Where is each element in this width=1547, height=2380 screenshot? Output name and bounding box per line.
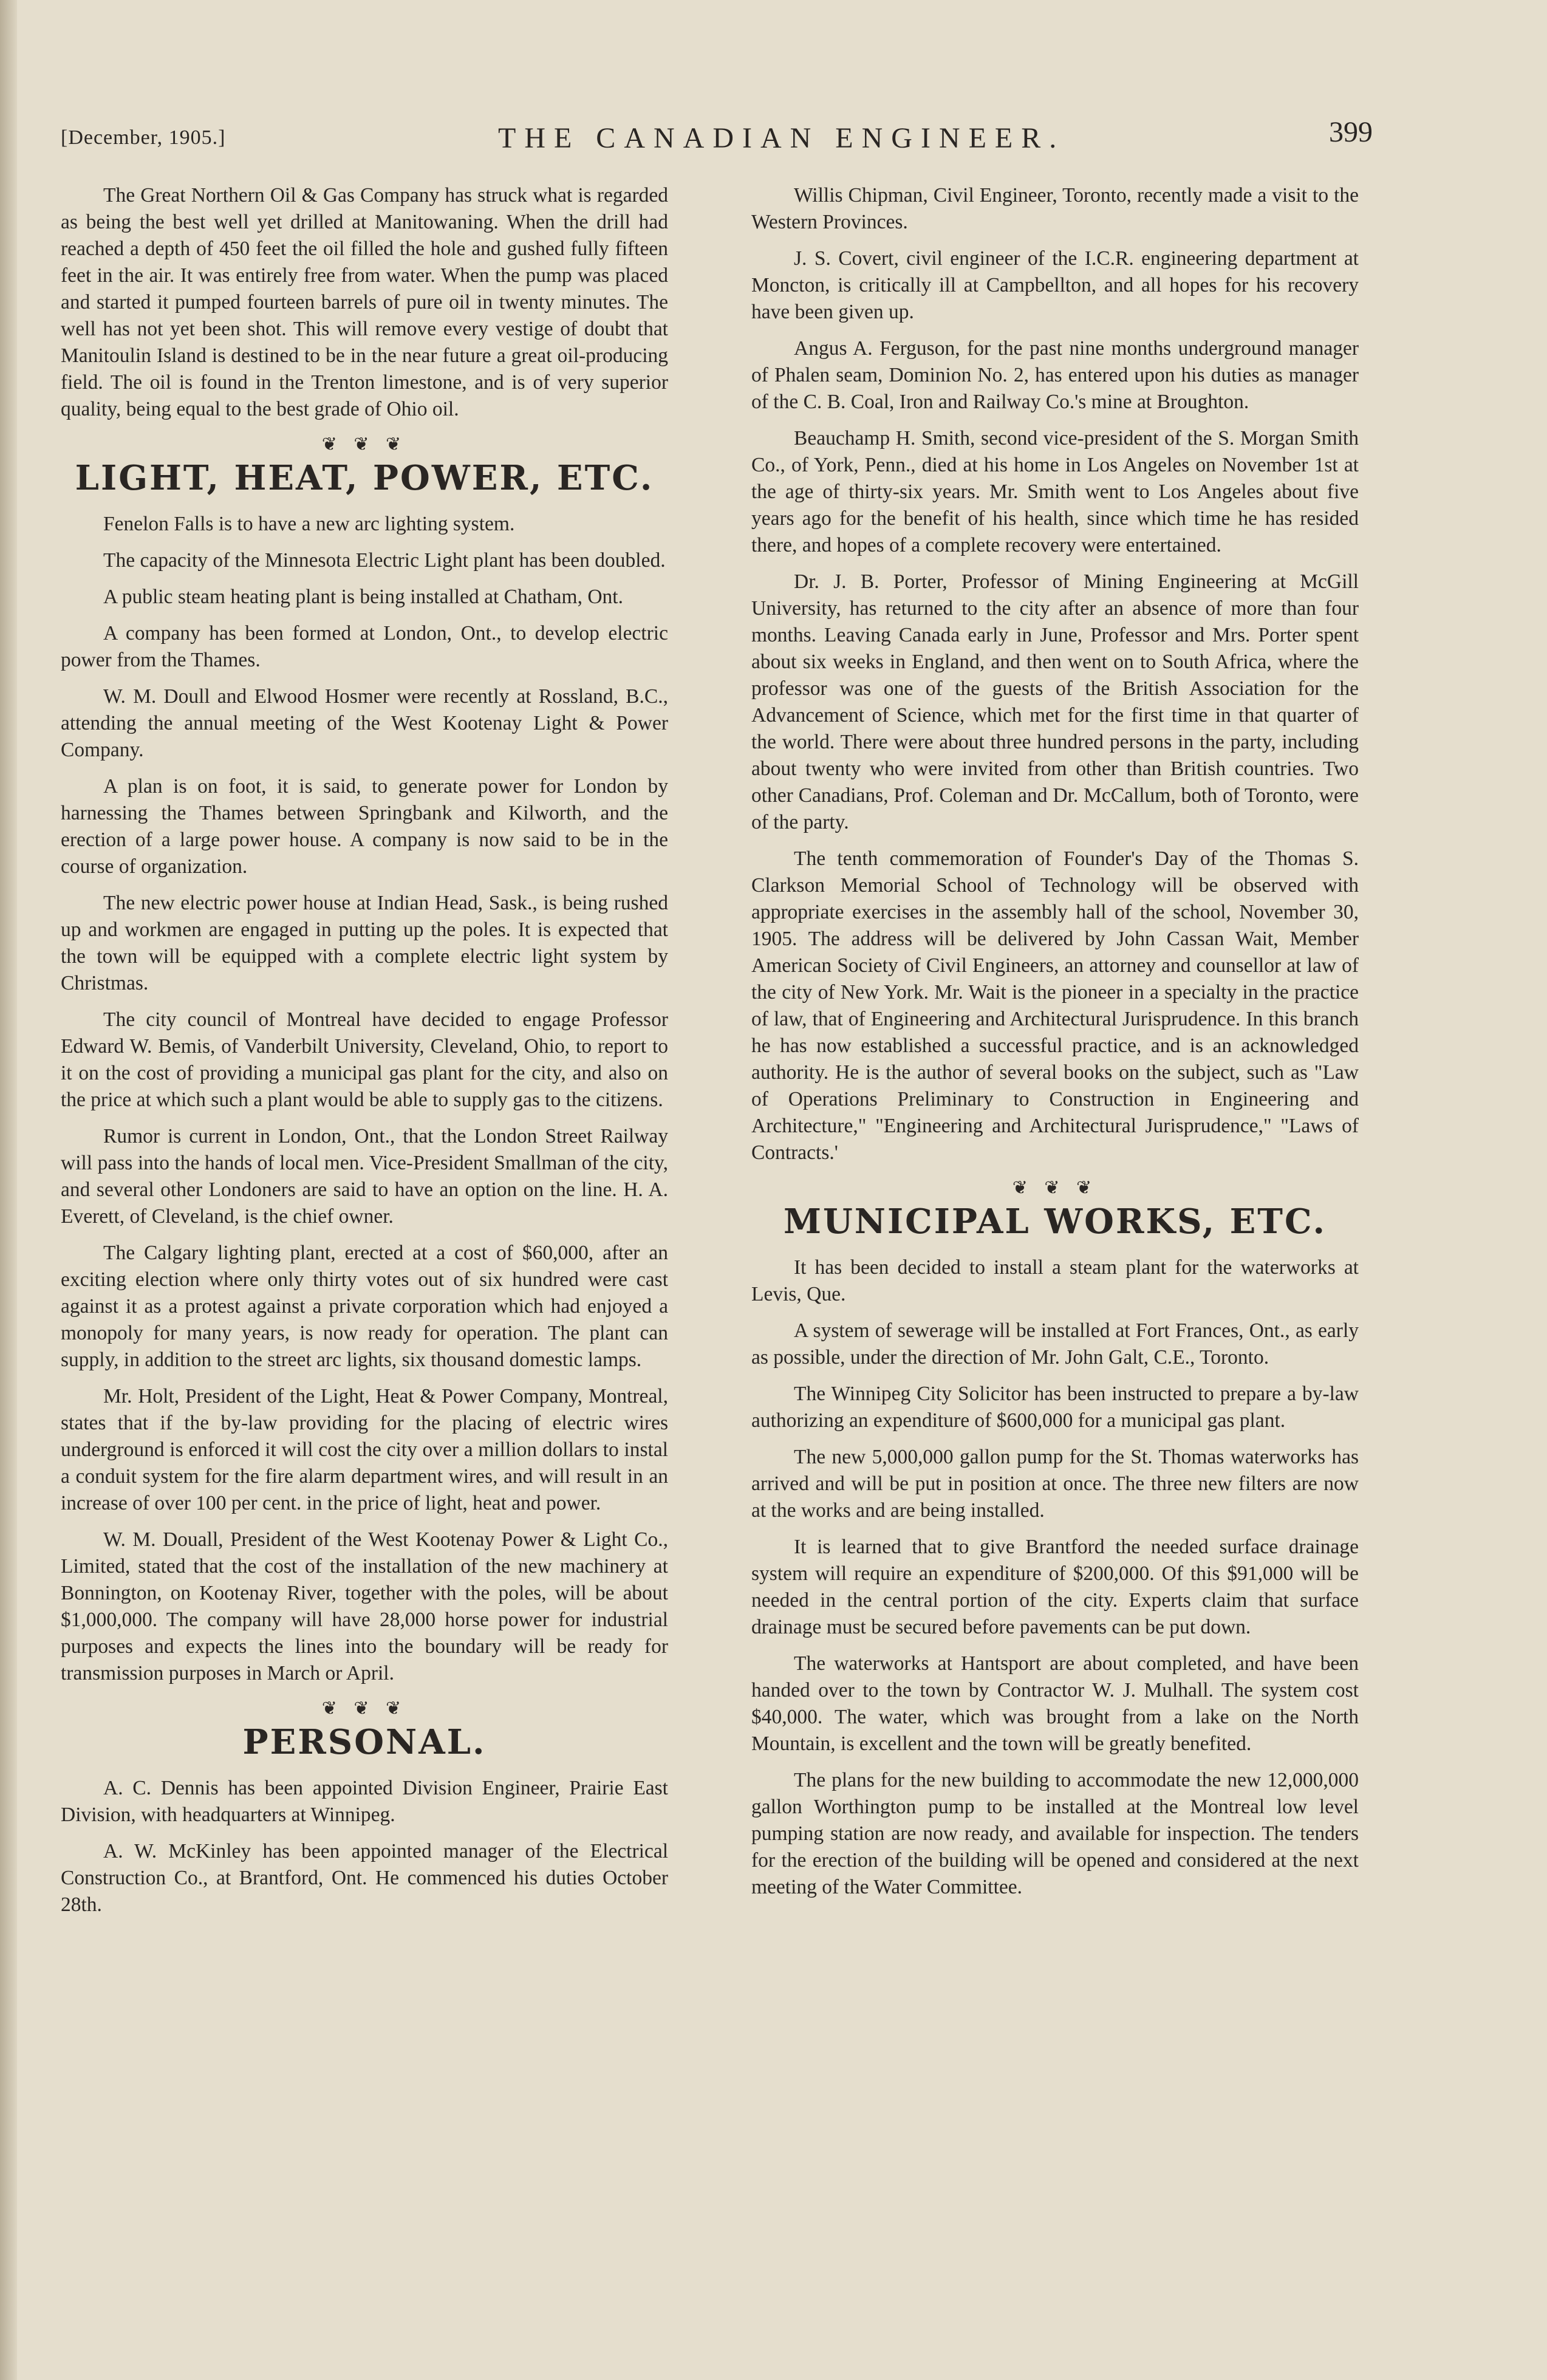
oil-article — [61, 182, 668, 423]
section-heading-personal: PERSONAL. — [242, 1722, 487, 1762]
personal-section-continued — [751, 182, 1359, 1166]
news-item: A system of sewerage will be installed at Fort Frances, Ont., as early as possible, under the direction of Mr. John Galt, C.E., Toronto. — [751, 1319, 1359, 1369]
news-item: The tenth commemoration of Founder's Day of the Thomas S. Clarkson Memorial School of Technology will be observed with appropriate exercises in the assembly hall of the school, November 30, 1905. The address will be delivered by John Cassan Wait, Member American Society of Civil Engineers, an attorney and counsellor at law of the city of New York. Mr. Wait is the pioneer in a specialty in the practice of law, that of Engineering and Architectural Jurisprudence. In this branch he has now established a successful practice, and is an acknowledged authority. He is the author of several books on the subject, such as "Law of Operations Preliminary to Construction in Engineering and Architecture," "Engineering and Architectural Jurisprudence," "Laws of Contracts.' — [751, 847, 1359, 1164]
news-item: The city council of Montreal have decided to engage Professor Edward W. Bemis, of Vanderbilt University, Cleveland, Ohio, to report to it on the cost of providing a municipal gas plant for the city, and also on the price at which such a plant would be able to supply gas to the citizens. — [61, 1008, 668, 1111]
municipal-works-section — [751, 1254, 1359, 1901]
news-item: The new electric power house at Indian Head, Sask., is being rushed up and workmen are engaged in putting up the poles. It is expected that the town will be equipped with a complete electric light system by Christmas. — [61, 892, 668, 994]
right-column — [751, 182, 1359, 1910]
left-column — [61, 182, 668, 1928]
page-header — [61, 115, 1415, 158]
news-item: Angus A. Ferguson, for the past nine months underground manager of Phalen seam, Dominion No. 2, has entered upon his duties as manager of the C. B. Coal, Iron and Railway Co.'s mine at Broughton. — [751, 337, 1359, 413]
light-heat-power-section — [61, 511, 668, 1687]
news-item: A company has been formed at London, Ont., to develop electric power from the Thames. — [61, 622, 668, 671]
news-item: A public steam heating plant is being installed at Chatham, Ont. — [103, 586, 623, 608]
news-item: Mr. Holt, President of the Light, Heat & Power Company, Montreal, states that if the by-law providing for the placing of electric wires underground is enforced it will cost the city over a million dollars to instal a conduit system for the fire alarm department wires, and will result in an increase of over 100 per cent. in the price of light, heat and power. — [61, 1385, 668, 1514]
news-item: It is learned that to give Brantford the needed surface drainage system will require an expenditure of $200,000. Of this $91,000 will be needed in the central portion of the city. Experts claim that surface drainage must be secured before pavements can be put down. — [751, 1536, 1359, 1638]
article-paragraph: The Great Northern Oil & Gas Company has struck what is regarded as being the best well yet drilled at Manitowaning. When the drill had reached a depth of 450 feet the oil filled the hole and gushed fully fifteen feet in the air. It was entirely free from water. When the pump was placed and started it pumped fourteen barrels of pure oil in twenty minutes. The well has not yet been shot. This will remove every vestige of doubt that Manitoulin Island is destined to be in the near future a great oil-producing field. The oil is found in the Trenton limestone, and is of very superior quality, being equal to the best grade of Ohio oil. — [61, 184, 668, 420]
section-heading-light-heat-power: LIGHT, HEAT, POWER, ETC. — [75, 458, 654, 498]
section-heading-municipal-works: MUNICIPAL WORKS, ETC. — [783, 1202, 1327, 1242]
news-item: Fenelon Falls is to have a new arc lighting system. — [103, 513, 515, 535]
publication-title: THE CANADIAN ENGINEER. — [498, 122, 1065, 154]
news-item: J. S. Covert, civil engineer of the I.C.R. engineering department at Moncton, is critically ill at Campbellton, and all hopes for his recovery have been given up. — [751, 247, 1359, 323]
news-item: The new 5,000,000 gallon pump for the St. Thomas waterworks has arrived and will be put in position at once. The three new filters are now at the works and are being installed. — [751, 1446, 1359, 1522]
news-item: It has been decided to install a steam plant for the waterworks at Levis, Que. — [751, 1256, 1359, 1305]
news-item: Rumor is current in London, Ont., that the London Street Railway will pass into the hands of local men. Vice-President Smallman of the city, and several other Londoners are said to have an option on the line. H. A. Everett, of Cleveland, is the chief owner. — [61, 1125, 668, 1228]
section-separator: ❦ ❦ ❦ — [1012, 1178, 1098, 1198]
news-item: The Calgary lighting plant, erected at a cost of $60,000, after an exciting election where only thirty votes out of six hundred were cast against it as a protest against a private corporation which had enjoyed a monopoly for many years, is now ready for operation. The plant can supply, in addition to the street arc lights, six thousand domestic lamps. — [61, 1242, 668, 1371]
personal-section — [61, 1775, 668, 1918]
news-item: A plan is on foot, it is said, to generate power for London by harnessing the Thames between Springbank and Kilworth, and the erection of a large power house. A company is now said to be in the course of organization. — [61, 775, 668, 878]
news-item: A. C. Dennis has been appointed Division Engineer, Prairie East Division, with headquarters at Winnipeg. — [61, 1777, 668, 1826]
news-item: W. M. Doull and Elwood Hosmer were recently at Rossland, B.C., attending the annual meeting of the West Kootenay Light & Power Company. — [61, 685, 668, 761]
news-item: The Winnipeg City Solicitor has been instructed to prepare a by-law authorizing an expenditure of $600,000 for a municipal gas plant. — [751, 1383, 1359, 1432]
news-item: Beauchamp H. Smith, second vice-president of the S. Morgan Smith Co., of York, Penn., died at his home in Los Angeles on November 1st at the age of thirty-six years. Mr. Smith went to Los Angeles about five years ago for the benefit of his health, since which time he has resided there, and hopes of a complete recovery were entertained. — [751, 427, 1359, 556]
page-number: 399 — [1329, 116, 1373, 148]
news-item: Willis Chipman, Civil Engineer, Toronto, recently made a visit to the Western Provinces. — [751, 184, 1359, 233]
news-item: W. M. Douall, President of the West Kootenay Power & Light Co., Limited, stated that the cost of the installation of the new machinery at Bonnington, on Kootenay River, together with the poles, will be about $1,000,000. The company will have 28,000 horse power for industrial purposes and expects the lines into the boundary will be ready for transmission purposes in March or April. — [61, 1528, 668, 1684]
section-separator: ❦ ❦ ❦ — [321, 434, 408, 454]
page-binding-edge — [0, 0, 17, 2380]
section-separator: ❦ ❦ ❦ — [321, 1698, 408, 1718]
news-item: The waterworks at Hantsport are about completed, and have been handed over to the town by Contractor W. J. Mulhall. The system cost $40,000. The water, which was brought from a lake on the North Mountain, is excellent and the town will be greatly benefited. — [751, 1652, 1359, 1755]
news-item: The capacity of the Minnesota Electric Light plant has been doubled. — [103, 549, 666, 572]
news-item: The plans for the new building to accommodate the new 12,000,000 gallon Worthington pump to be installed at the Montreal low level pumping station are now ready, and available for inspection. The tenders for the erection of the building will be opened and considered at the next meeting of the Water Committee. — [751, 1769, 1359, 1898]
news-item: A. W. McKinley has been appointed manager of the Electrical Construction Co., at Brantford, Ont. He commenced his duties October 28th. — [61, 1840, 668, 1916]
issue-date: [December, 1905.] — [61, 126, 226, 149]
news-item: Dr. J. B. Porter, Professor of Mining Engineering at McGill University, has returned to the city after an absence of more than four months. Leaving Canada early in June, Professor and Mrs. Porter spent about six weeks in England, and then went on to South Africa, where the professor was one of the guests of the British Association for the Advancement of Science, which met for the first time in that quarter of the world. There were about three hundred persons in the party, including about twenty who were invited from other than British countries. Two other Canadians, Prof. Coleman and Dr. McCallum, both of Toronto, were of the party. — [751, 570, 1359, 833]
